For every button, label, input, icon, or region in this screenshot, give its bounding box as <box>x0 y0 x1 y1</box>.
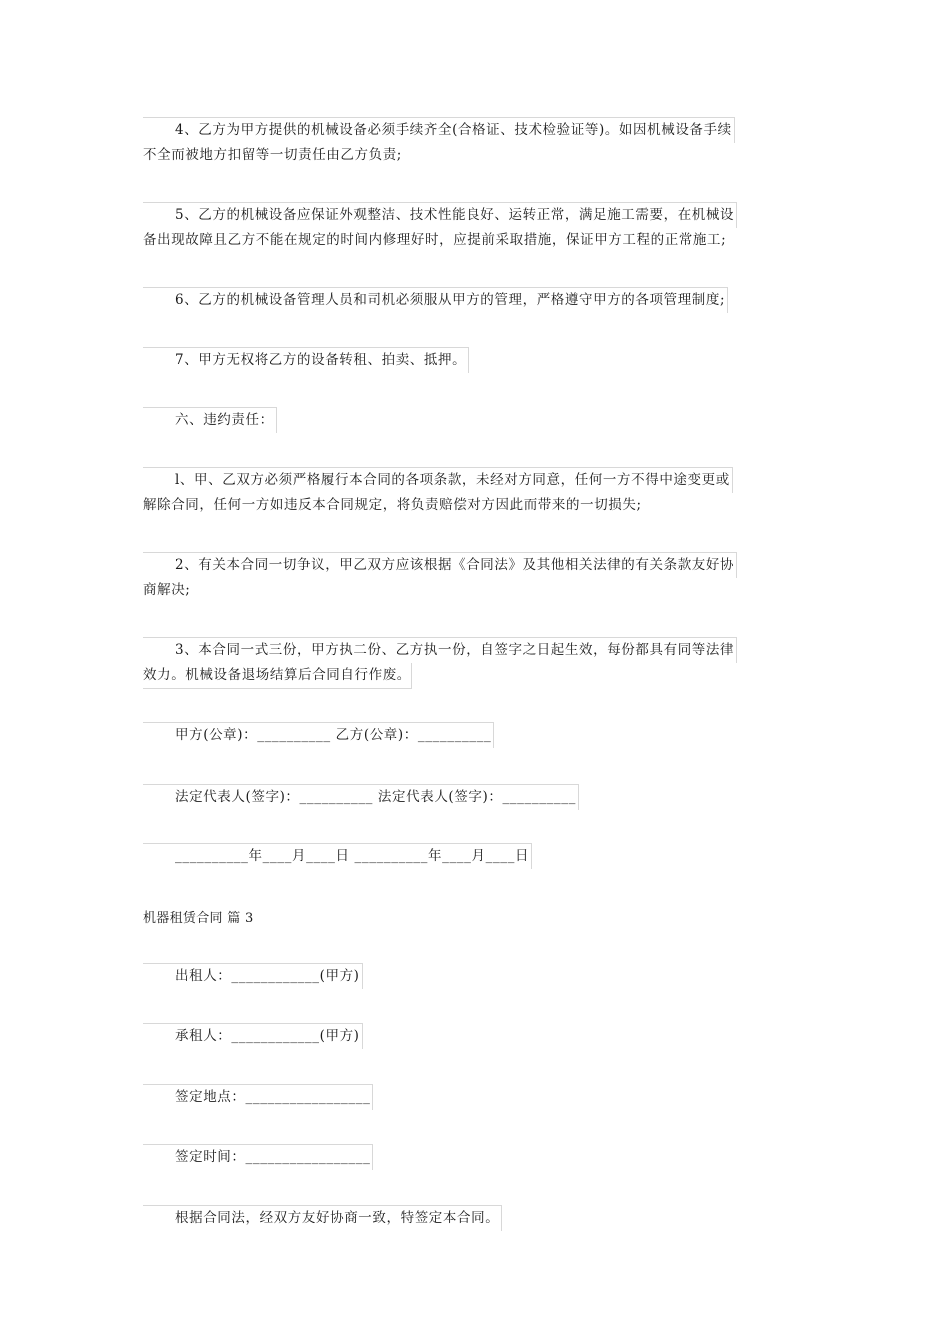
clause-5-line-2: 备出现故障且乙方不能在规定的时间内修理好时，应提前采取措施，保证甲方工程的正常施工; <box>143 232 727 248</box>
breach-3-line-1: 3、本合同一式三份，甲方执二份、乙方执一份，自签字之日起生效，每份都具有同等法律 <box>175 642 735 658</box>
breach-3 <box>143 637 737 689</box>
clause-4-line-2: 不全而被地方扣留等一切责任由乙方负责; <box>143 147 402 163</box>
signing-place-line: 签定地点：_________________ <box>175 1089 371 1105</box>
clause-6-line-1: 6、乙方的机械设备管理人员和司机必须服从甲方的管理，严格遵守甲方的各项管理制度; <box>175 292 726 308</box>
breach-1-line-1: l、甲、乙双方必须严格履行本合同的各项条款，未经对方同意，任何一方不得中途变更或 <box>175 472 730 488</box>
signature-date <box>143 843 532 869</box>
clause-6 <box>143 287 728 313</box>
signing-time-line: 签定时间：_________________ <box>175 1149 371 1165</box>
clause-5 <box>143 202 737 253</box>
breach-1-line-2: 解除合同，任何一方如违反本合同规定，将负责赔偿对方因此而带来的一切损失; <box>143 497 642 513</box>
clause-5-line-1: 5、乙方的机械设备应保证外观整洁、技术性能良好、运转正常，满足施工需要，在机械设 <box>175 207 735 223</box>
lessor-line: 出租人：____________(甲方) <box>175 968 360 984</box>
breach-1 <box>143 467 733 518</box>
signature-representative <box>143 784 579 810</box>
seal-line: 甲方(公章)：__________ 乙方(公章)：__________ <box>175 727 492 743</box>
representative-line: 法定代表人(签字)：__________ 法定代表人(签字)：__________ <box>175 789 576 805</box>
breach-3-line-2: 效力。机械设备退场结算后合同自行作废。 <box>143 667 411 683</box>
clause-7-line-1: 7、甲方无权将乙方的设备转租、拍卖、抵押。 <box>175 352 467 368</box>
lessee-line: 承租人：____________(甲方) <box>175 1028 360 1044</box>
preamble <box>143 1205 502 1231</box>
contract-3-heading: 机器租赁合同 篇 3 <box>143 911 254 926</box>
breach-2 <box>143 552 737 603</box>
breach-2-line-1: 2、有关本合同一切争议，甲乙双方应该根据《合同法》及其他相关法律的有关条款友好协 <box>175 557 735 573</box>
preamble-line: 根据合同法，经双方友好协商一致，特签定本合同。 <box>175 1210 500 1226</box>
section-6-title: 六、违约责任： <box>175 412 274 428</box>
clause-4 <box>143 117 735 168</box>
section-6 <box>143 407 277 433</box>
signing-place <box>143 1084 373 1110</box>
clause-7 <box>143 347 469 373</box>
date-line: __________年____月____日 __________年____月____日 <box>175 848 530 864</box>
lessee <box>143 1023 363 1049</box>
signing-time <box>143 1144 373 1170</box>
signature-seal <box>143 722 494 748</box>
clause-4-line-1: 4、乙方为甲方提供的机械设备必须手续齐全(合格证、技术检验证等)。如因机械设备手续 <box>175 122 732 138</box>
breach-2-line-2: 商解决; <box>143 582 191 598</box>
lessor <box>143 963 363 989</box>
